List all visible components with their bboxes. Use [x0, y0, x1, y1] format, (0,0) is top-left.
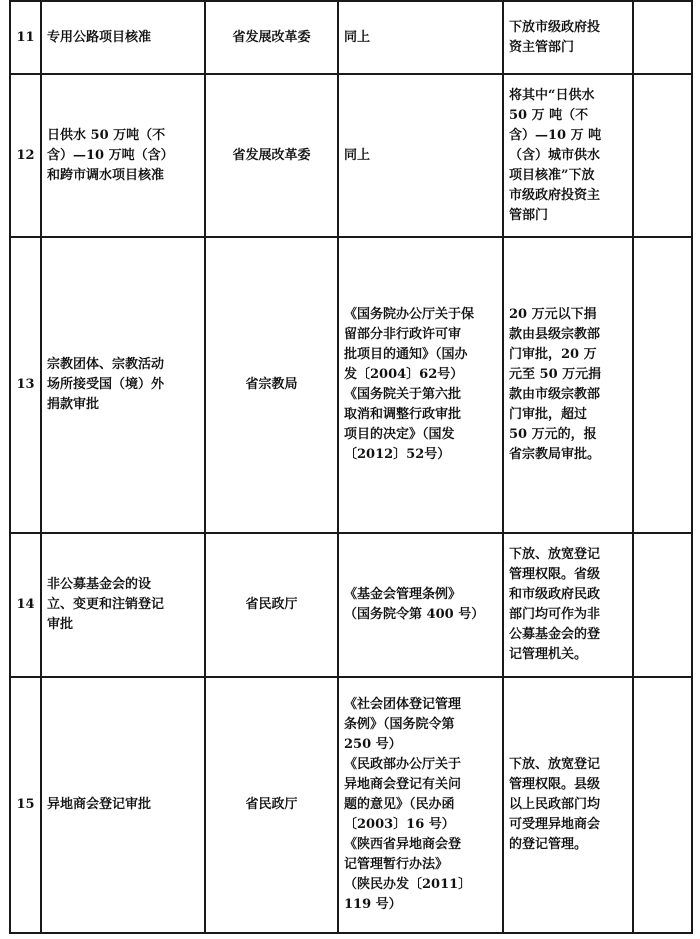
legal-basis-line: 《基金会管理条例》	[344, 587, 462, 602]
legal-basis-line: 留部分非行政许可审	[344, 327, 462, 342]
table-row	[10, 74, 692, 237]
table-row	[10, 533, 692, 677]
legal-basis-line: 题的意见》（民办函	[344, 797, 455, 812]
legal-basis-line: （陕民办发〔2011〕	[344, 877, 472, 892]
item-name-line: 审批	[47, 617, 74, 632]
legal-basis-line: 〔2003〕16 号）	[344, 817, 455, 832]
handling-method-line: 和市级政府民政	[509, 587, 601, 602]
handling-method-line: 以上民政部门均	[509, 797, 601, 812]
handling-method-line: 资主管部门	[509, 39, 575, 55]
remarks-cell	[633, 1, 692, 74]
handling-method-line: 下放市级政府投	[509, 19, 601, 35]
handling-method-line: 省宗教局审批。	[509, 447, 601, 462]
handling-method-line: 下放、放宽登记	[509, 757, 601, 772]
implementing-department: 省发展改革委	[205, 74, 338, 237]
remarks-cell	[633, 677, 692, 933]
item-number: 11	[10, 1, 41, 74]
handling-method-line: （含）城市供水	[509, 147, 601, 163]
handling-method-line: 管理权限。省级	[509, 567, 601, 582]
legal-basis	[338, 1, 503, 74]
handling-method	[503, 677, 633, 933]
legal-basis	[338, 677, 503, 933]
legal-basis-line: 同上	[344, 147, 371, 163]
handling-method-line: 部门均可作为非	[509, 607, 601, 622]
item-number: 15	[10, 677, 41, 933]
legal-basis-line: 《社会团体登记管理	[344, 697, 462, 712]
handling-method-line: 的登记管理。	[509, 837, 588, 852]
item-name-line: 场所接受国（境）外	[47, 377, 165, 392]
handling-method-line: 项目核准”下放	[509, 167, 595, 183]
legal-basis-line: 取消和调整行政审批	[344, 407, 462, 422]
handling-method-line: 下放、放宽登记	[509, 547, 601, 562]
handling-method-line: 门审批，超过	[509, 407, 588, 422]
handling-method-line: 含）—10 万 吨	[509, 127, 602, 143]
handling-method	[503, 237, 633, 533]
item-name	[41, 74, 205, 237]
item-name	[41, 533, 205, 677]
legal-basis-line: 条例》（国务院令第	[344, 717, 455, 732]
legal-basis-line: 同上	[344, 29, 371, 45]
legal-basis-line: 《陕西省异地商会登	[344, 837, 462, 852]
item-name-line: 宗教团体、宗教活动	[47, 357, 165, 372]
handling-method-line: 门审批，20 万	[509, 347, 597, 362]
implementing-department: 省民政厅	[205, 533, 338, 677]
remarks-cell	[633, 74, 692, 237]
legal-basis-line: 发〔2004〕62号）	[344, 367, 464, 382]
item-name-line: 和跨市调水项目核准	[47, 167, 165, 183]
handling-method-line: 公募基金会的登	[509, 627, 601, 642]
item-name-line: 专用公路项目核准	[47, 29, 152, 45]
item-number: 14	[10, 533, 41, 677]
legal-basis-line: 250 号）	[344, 737, 402, 752]
legal-basis-line: 异地商会登记有关问	[344, 777, 462, 792]
handling-method-line: 可受理异地商会	[509, 817, 601, 832]
handling-method	[503, 1, 633, 74]
table-row	[10, 1, 692, 74]
legal-basis	[338, 533, 503, 677]
item-name	[41, 1, 205, 74]
legal-basis-line: 批项目的通知》（国办	[344, 347, 468, 362]
handling-method-line: 管部门	[509, 207, 549, 223]
handling-method-line: 市级政府投资主	[509, 187, 601, 203]
implementing-department: 省宗教局	[205, 237, 338, 533]
item-name-line: 捐款审批	[47, 397, 100, 412]
implementing-department: 省发展改革委	[205, 1, 338, 74]
table-row	[10, 237, 692, 533]
handling-method-line: 元至 50 万元捐	[509, 367, 602, 382]
remarks-cell	[633, 533, 692, 677]
item-name-line: 异地商会登记审批	[47, 797, 152, 812]
item-number: 13	[10, 237, 41, 533]
legal-basis	[338, 237, 503, 533]
legal-basis-line: 〔2012〕52号）	[344, 447, 451, 462]
remarks-cell	[633, 237, 692, 533]
legal-basis-line: 项目的决定》（国发	[344, 427, 455, 442]
handling-method	[503, 533, 633, 677]
handling-method-line: 款由市级宗教部	[509, 387, 601, 402]
table-row	[10, 677, 692, 933]
legal-basis-line: 记管理暂行办法》	[344, 857, 449, 872]
legal-basis-line: 《国务院办公厅关于保	[344, 307, 475, 322]
handling-method-line: 将其中“日供水	[509, 87, 595, 103]
legal-basis	[338, 74, 503, 237]
handling-method-line: 管理权限。县级	[509, 777, 601, 792]
item-name-line: 非公募基金会的设	[47, 577, 152, 592]
handling-method-line: 款由县级宗教部	[509, 327, 601, 342]
handling-method-line: 记管理机关。	[509, 647, 588, 662]
item-name	[41, 237, 205, 533]
item-name-line: 立、变更和注销登记	[47, 597, 165, 612]
item-number: 12	[10, 74, 41, 237]
handling-method	[503, 74, 633, 237]
legal-basis-line: 《民政部办公厅关于	[344, 757, 462, 772]
item-name-line: 日供水 50 万吨（不	[47, 127, 166, 143]
item-name	[41, 677, 205, 933]
implementing-department: 省民政厅	[205, 677, 338, 933]
handling-method-line: 50 万元的，报	[509, 427, 597, 442]
legal-basis-line: 119 号）	[344, 897, 402, 912]
handling-method-line: 50 万 吨（不	[509, 107, 589, 123]
approval-items-table	[9, 0, 693, 934]
item-name-line: 含）—10 万吨（含）	[47, 147, 174, 163]
legal-basis-line: 《国务院关于第六批	[344, 387, 462, 402]
handling-method-line: 20 万元以下捐	[509, 307, 597, 322]
legal-basis-line: （国务院令第 400 号）	[344, 607, 485, 622]
